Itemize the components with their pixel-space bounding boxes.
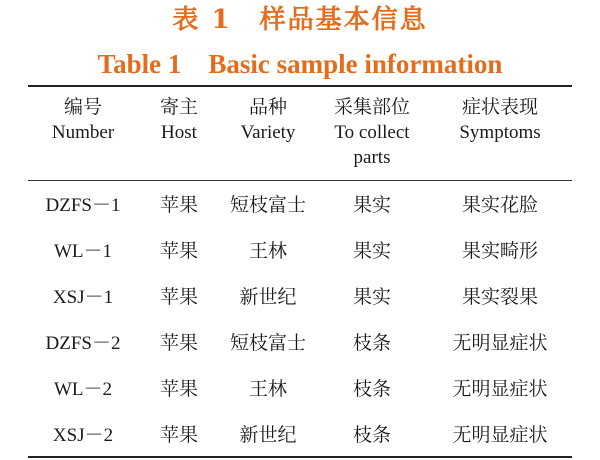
table-row: [28, 364, 572, 410]
cell-host: 苹果: [159, 193, 198, 216]
header-variety-cn: 品种: [248, 96, 287, 118]
table-row: [28, 180, 572, 226]
header-host-en: Host: [161, 122, 197, 143]
table-row: [28, 410, 572, 456]
cell-variety: 王林: [248, 239, 287, 262]
cell-host: 苹果: [159, 239, 198, 262]
cell-collect-part: 果实: [352, 285, 391, 308]
table-row: [28, 226, 572, 272]
cell-symptom: 果实裂果: [461, 285, 538, 308]
header-collect-parts: [316, 88, 428, 180]
header-number-cn: 编号: [63, 96, 102, 118]
cell-symptom: 无明显症状: [452, 331, 548, 354]
cell-collect-part: 枝条: [352, 423, 391, 446]
cell-number: XSJ－2: [52, 424, 114, 446]
header-number: [28, 88, 138, 180]
cell-number: WL－1: [53, 240, 113, 262]
cell-variety: 短枝富士: [229, 331, 306, 354]
table-bottom-rule: [28, 456, 572, 458]
table-row: [28, 272, 572, 318]
cell-symptom: 果实畸形: [461, 239, 538, 262]
cell-variety: 王林: [248, 377, 287, 400]
table-caption-en: Table 1 Basic sample information: [97, 49, 503, 79]
header-variety-en: Variety: [240, 122, 296, 143]
sample-info-table: [28, 88, 572, 456]
header-symptoms: [428, 88, 572, 180]
cell-collect-part: 果实: [352, 193, 391, 216]
cell-host: 苹果: [159, 285, 198, 308]
header-variety: [220, 88, 316, 180]
header-symptoms-en: Symptoms: [459, 122, 541, 143]
table-top-rule: [28, 85, 572, 87]
cell-variety: 短枝富士: [229, 193, 306, 216]
cell-variety: 新世纪: [239, 423, 297, 446]
header-collect-parts-en: To collect parts: [334, 122, 410, 168]
cell-symptom: 果实花脸: [461, 193, 538, 216]
cell-collect-part: 枝条: [352, 377, 391, 400]
cell-host: 苹果: [159, 331, 198, 354]
cell-number: XSJ－1: [52, 286, 114, 308]
table-caption-cn: 表 1 样品基本信息: [172, 5, 428, 35]
header-host: [138, 88, 220, 180]
cell-symptom: 无明显症状: [452, 423, 548, 446]
cell-host: 苹果: [159, 377, 198, 400]
table-header-row: [28, 88, 572, 180]
cell-symptom: 无明显症状: [452, 377, 548, 400]
cell-variety: 新世纪: [239, 285, 297, 308]
cell-number: DZFS－2: [45, 332, 121, 354]
header-host-cn: 寄主: [159, 96, 198, 118]
header-number-en: Number: [51, 122, 115, 143]
cell-number: DZFS－1: [45, 194, 121, 216]
cell-number: WL－2: [53, 378, 113, 400]
cell-collect-part: 果实: [352, 239, 391, 262]
cell-host: 苹果: [159, 423, 198, 446]
cell-collect-part: 枝条: [352, 331, 391, 354]
header-collect-parts-cn: 采集部位: [333, 96, 410, 118]
table-row: [28, 318, 572, 364]
header-symptoms-cn: 症状表现: [461, 96, 538, 118]
